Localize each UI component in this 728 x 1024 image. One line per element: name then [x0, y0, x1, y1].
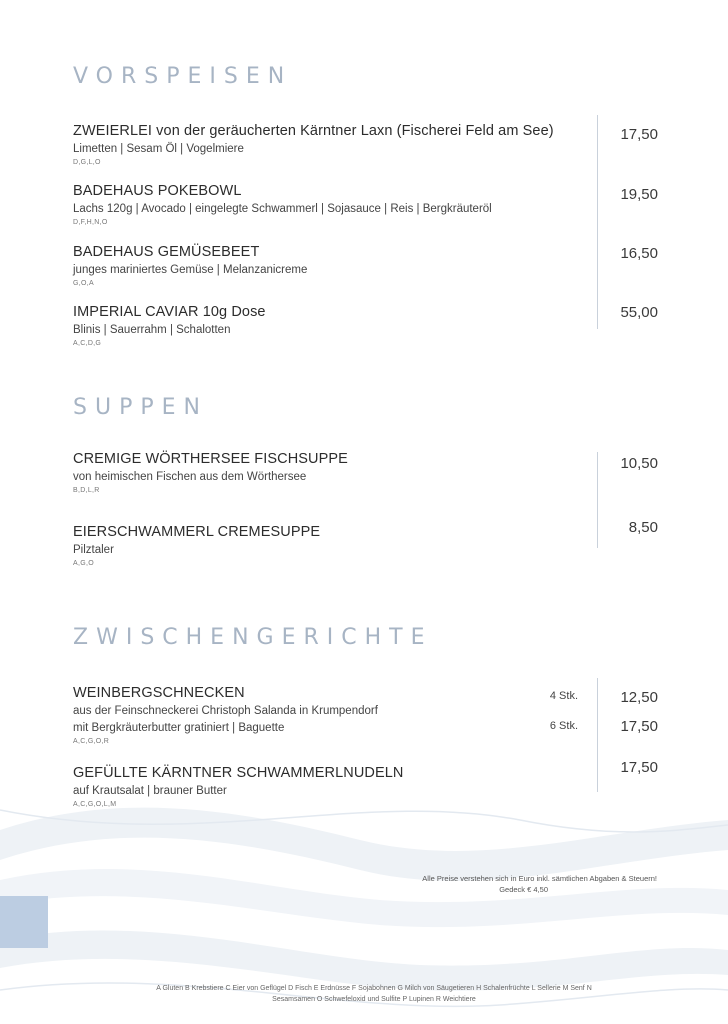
dish-allergens: A,C,G,O,R [73, 738, 110, 745]
dish-name: ZWEIERLEI von der geräucherten Kärntner Laxn (Fischerei Feld am See) [73, 123, 554, 139]
menu-item [73, 303, 573, 348]
menu-item [73, 450, 573, 495]
menu-item [73, 764, 573, 809]
dish-name: IMPERIAL CAVIAR 10g Dose [73, 304, 266, 320]
dish-description: auf Krautsalat | brauner Butter [73, 785, 227, 797]
dish-allergens: A,C,D,G [73, 340, 102, 347]
section-title-vorspeisen: VORSPEISEN [73, 64, 293, 89]
dish-name: GEFÜLLTE KÄRNTNER SCHWAMMERLNUDELN [73, 765, 404, 781]
dish-price: 17,50 [620, 126, 658, 143]
menu-item [73, 182, 573, 227]
dish-description: Lachs 120g | Avocado | eingelegte Schwammerl | Sojasauce | Reis | Bergkräuteröl [73, 203, 492, 215]
price-divider [597, 115, 598, 329]
menu-item [73, 243, 573, 288]
dish-description: aus der Feinschneckerei Christoph Salanda in Krumpendorf [73, 705, 378, 717]
page-tab-marker [0, 896, 48, 948]
section-title-zwischengerichte: ZWISCHENGERICHTE [73, 625, 433, 650]
price-divider [597, 452, 598, 548]
dish-price: 17,50 [620, 759, 658, 776]
dish-description: junges mariniertes Gemüse | Melanzanicreme [73, 264, 308, 276]
dish-name: CREMIGE WÖRTHERSEE FISCHSUPPE [73, 451, 348, 467]
dish-description: Limetten | Sesam Öl | Vogelmiere [73, 143, 244, 155]
dish-price: 17,50 [620, 718, 658, 735]
menu-item [73, 684, 573, 746]
dish-price: 19,50 [620, 186, 658, 203]
cover-charge: Gedeck € 4,50 [499, 885, 548, 894]
portion-size: 6 Stk. [549, 720, 578, 732]
dish-name: BADEHAUS GEMÜSEBEET [73, 244, 260, 260]
allergen-legend-line: A Gluten B Krebstiere C Eier von Geflügel D Fisch E Erdnüsse F Sojabohnen G Milch von Säugetieren H Schalenfrüchte L Sellerie M Senf N [156, 985, 592, 992]
allergen-legend-line: Sesamsamen O Schwefeloxid und Sulfite P Lupinen R Weichtiere [272, 996, 476, 1003]
dish-name: BADEHAUS POKEBOWL [73, 183, 242, 199]
dish-price: 55,00 [620, 304, 658, 321]
dish-allergens: D,F,H,N,O [73, 219, 108, 226]
dish-price: 10,50 [620, 455, 658, 472]
dish-name: EIERSCHWAMMERL CREMESUPPE [73, 524, 321, 540]
menu-item [73, 122, 573, 167]
menu-item [73, 523, 573, 568]
section-title-suppen: SUPPEN [73, 395, 208, 420]
portion-size: 4 Stk. [549, 690, 578, 702]
dish-allergens: D,G,L,O [73, 159, 101, 166]
dish-price: 12,50 [620, 689, 658, 706]
dish-price: 8,50 [628, 519, 658, 536]
dish-allergens: G,O,A [73, 280, 94, 287]
dish-allergens: A,C,G,O,L,M [73, 801, 117, 808]
dish-price: 16,50 [620, 245, 658, 262]
dish-allergens: A,G,O [73, 560, 94, 567]
dish-description: Blinis | Sauerrahm | Schalotten [73, 324, 231, 336]
dish-name: WEINBERGSCHNECKEN [73, 685, 245, 701]
dish-description-line2: mit Bergkräuterbutter gratiniert | Baguette [73, 722, 285, 734]
dish-allergens: B,D,L,R [73, 487, 100, 494]
allergen-legend [60, 983, 688, 1005]
dish-description: von heimischen Fischen aus dem Wörthersee [73, 471, 307, 483]
price-note: Alle Preise verstehen sich in Euro inkl. sämtlichen Abgaben & Steuern! [422, 874, 657, 883]
dish-description: Pilztaler [73, 544, 114, 556]
price-divider [597, 678, 598, 792]
